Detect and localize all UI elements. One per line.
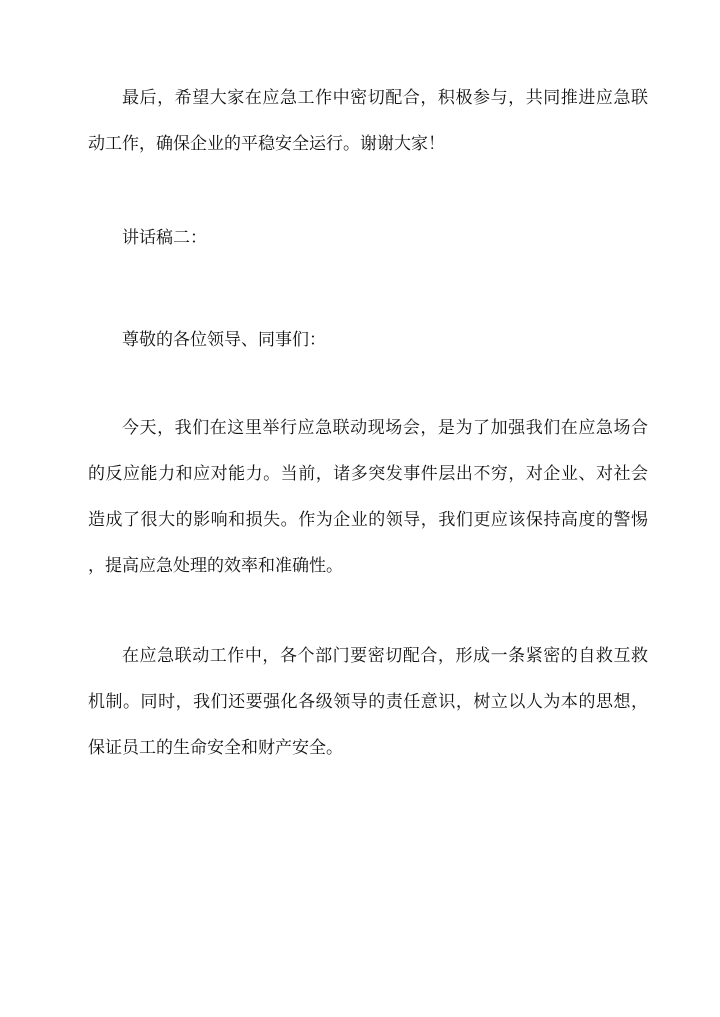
speech-two-heading: [88, 215, 648, 261]
salutation: [88, 317, 648, 363]
salutation-line: 尊敬的各位领导、同事们：: [122, 330, 326, 350]
opening-paragraph: [88, 405, 648, 589]
paragraph-line: 的反应能力和应对能力。当前，诸多突发事件层出不穷，对企业、对社会: [88, 464, 648, 484]
paragraph-line: 造成了很大的影响和损失。作为企业的领导，我们更应该保持高度的警惕: [88, 510, 648, 530]
heading-line: 讲话稿二：: [122, 228, 207, 248]
paragraph-line: 在应急联动工作中，各个部门要密切配合，形成一条紧密的自救互救: [122, 646, 648, 666]
coordination-paragraph: [88, 633, 648, 771]
paragraph-line: 今天，我们在这里举行应急联动现场会，是为了加强我们在应急场合: [122, 418, 648, 438]
closing-paragraph: [88, 75, 648, 167]
paragraph-line: 最后，希望大家在应急工作中密切配合，积极参与，共同推进应急联: [122, 88, 648, 108]
paragraph-line: 动工作，确保企业的平稳安全运行。谢谢大家！: [88, 134, 445, 154]
paragraph-line: 保证员工的生命安全和财产安全。: [88, 738, 343, 758]
paragraph-line: ，提高应急处理的效率和准确性。: [88, 556, 343, 576]
paragraph-line: 机制。同时，我们还要强化各级领导的责任意识，树立以人为本的思想，: [88, 692, 648, 712]
